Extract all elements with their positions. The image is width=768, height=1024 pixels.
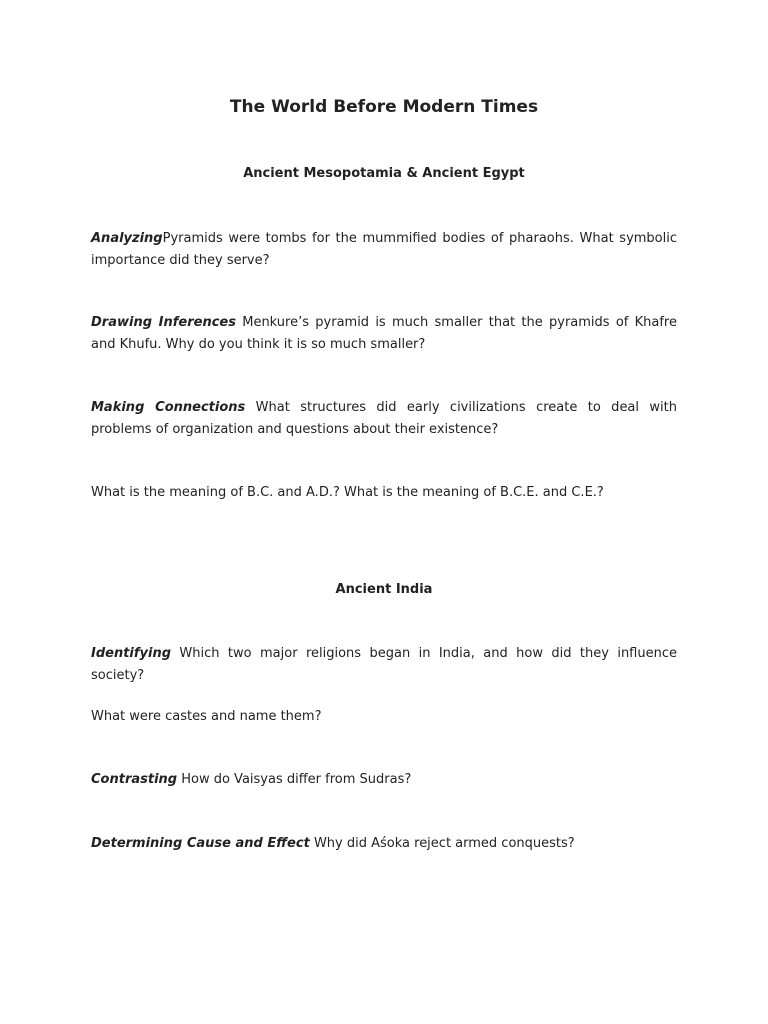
question-prompt: Determining Cause and Effect bbox=[91, 836, 310, 851]
document-title: The World Before Modern Times bbox=[229, 97, 539, 117]
question-identifying bbox=[91, 643, 677, 687]
question-prompt: Contrasting bbox=[91, 772, 178, 787]
section-heading-ancient-india: Ancient India bbox=[335, 582, 433, 597]
question-prompt: Making Connections bbox=[91, 400, 246, 415]
question-text: Pyramids were tombs for the mummified bodies of pharaohs. What symbolic importance did they serve? bbox=[91, 231, 677, 268]
question-text: Menkure’s pyramid is much smaller that the pyramids of Khafre and Khufu. Why do you think it is so much smaller? bbox=[91, 315, 677, 352]
question-prompt: Analyzing bbox=[91, 231, 163, 246]
question-making-connections bbox=[91, 397, 677, 441]
question-prompt: Identifying bbox=[91, 646, 172, 661]
question-text: How do Vaisyas differ from Sudras? bbox=[177, 772, 412, 787]
question-contrasting bbox=[91, 769, 677, 791]
question-analyzing bbox=[91, 228, 677, 272]
question-drawing-inferences bbox=[91, 312, 677, 356]
question-castes bbox=[91, 706, 677, 728]
question-text: What were castes and name them? bbox=[91, 709, 322, 724]
question-text: What is the meaning of B.C. and A.D.? What is the meaning of B.C.E. and C.E.? bbox=[91, 485, 604, 500]
question-bc-ad-meaning bbox=[91, 482, 677, 504]
question-text: Which two major religions began in India, and how did they influence society? bbox=[91, 646, 677, 683]
section-heading-mesopotamia-egypt: Ancient Mesopotamia & Ancient Egypt bbox=[243, 166, 525, 181]
question-cause-and-effect bbox=[91, 833, 677, 855]
question-text: What structures did early civilizations create to deal with problems of organization and questions about their existence? bbox=[91, 400, 677, 437]
question-prompt: Drawing Inferences bbox=[91, 315, 236, 330]
question-text: Why did Aśoka reject armed conquests? bbox=[309, 836, 575, 851]
